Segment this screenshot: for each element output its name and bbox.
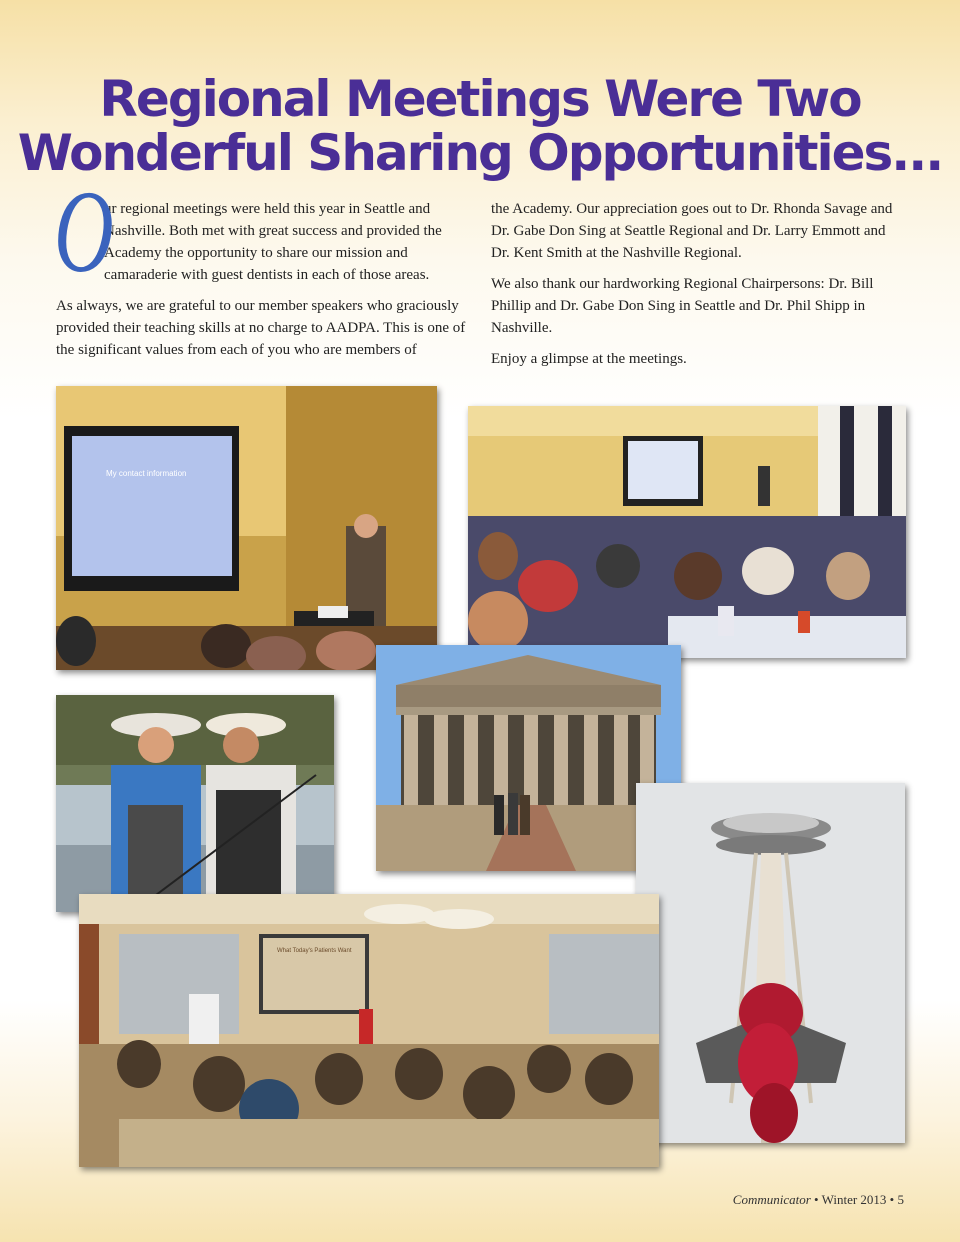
photo-fly-fishing bbox=[56, 695, 334, 912]
article-column-left bbox=[54, 166, 470, 370]
page-title bbox=[0, 72, 960, 180]
article-paragraph-5: Enjoy a glimpse at the meetings. bbox=[491, 351, 687, 367]
issue-info: • Winter 2013 • 5 bbox=[810, 1192, 904, 1207]
drop-cap: O bbox=[54, 166, 114, 297]
photo-speaker-presentation bbox=[56, 386, 437, 670]
page-footer bbox=[733, 1192, 904, 1208]
photo-space-needle-seattle bbox=[636, 783, 905, 1143]
article-paragraph-2: As always, we are grateful to our member speakers who graciously provided their teaching skills at no charge to AADPA. This is one of the significant values from each of you who are members of bbox=[56, 298, 466, 358]
photo-conference-audience bbox=[468, 406, 906, 658]
paragraph-1-text: ur regional meetings were held this year in Seattle and Nashville. Both met with great success and provided the Academy the opportunity to share our mission and camaraderie with guest dentists in each of those areas. bbox=[104, 201, 442, 283]
publication-name: Communicator bbox=[732, 1192, 811, 1207]
title-line-1: Regional Meetings Were Two bbox=[99, 70, 861, 128]
classroom-slide-title: What Today's Patients Want bbox=[277, 948, 352, 954]
photo-classroom-meeting bbox=[79, 894, 659, 1167]
article-paragraph-3: the Academy. Our appreciation goes out to Dr. Rhonda Savage and Dr. Gabe Don Sing at Seattle Regional and Dr. Larry Emmott and Dr. Kent Smith at the Nashville Regional. bbox=[491, 201, 893, 261]
article-column-right bbox=[491, 198, 903, 379]
slide-title-text: My contact information bbox=[106, 469, 187, 478]
title-line-2: Wonderful Sharing Opportunities... bbox=[17, 124, 943, 182]
article-paragraph-4: We also thank our hardworking Regional Chairpersons: Dr. Bill Phillip and Dr. Gabe Don Sing in Seattle and Dr. Phil Shipp in Nashville. bbox=[491, 276, 874, 336]
article-paragraph-1 bbox=[54, 166, 470, 297]
